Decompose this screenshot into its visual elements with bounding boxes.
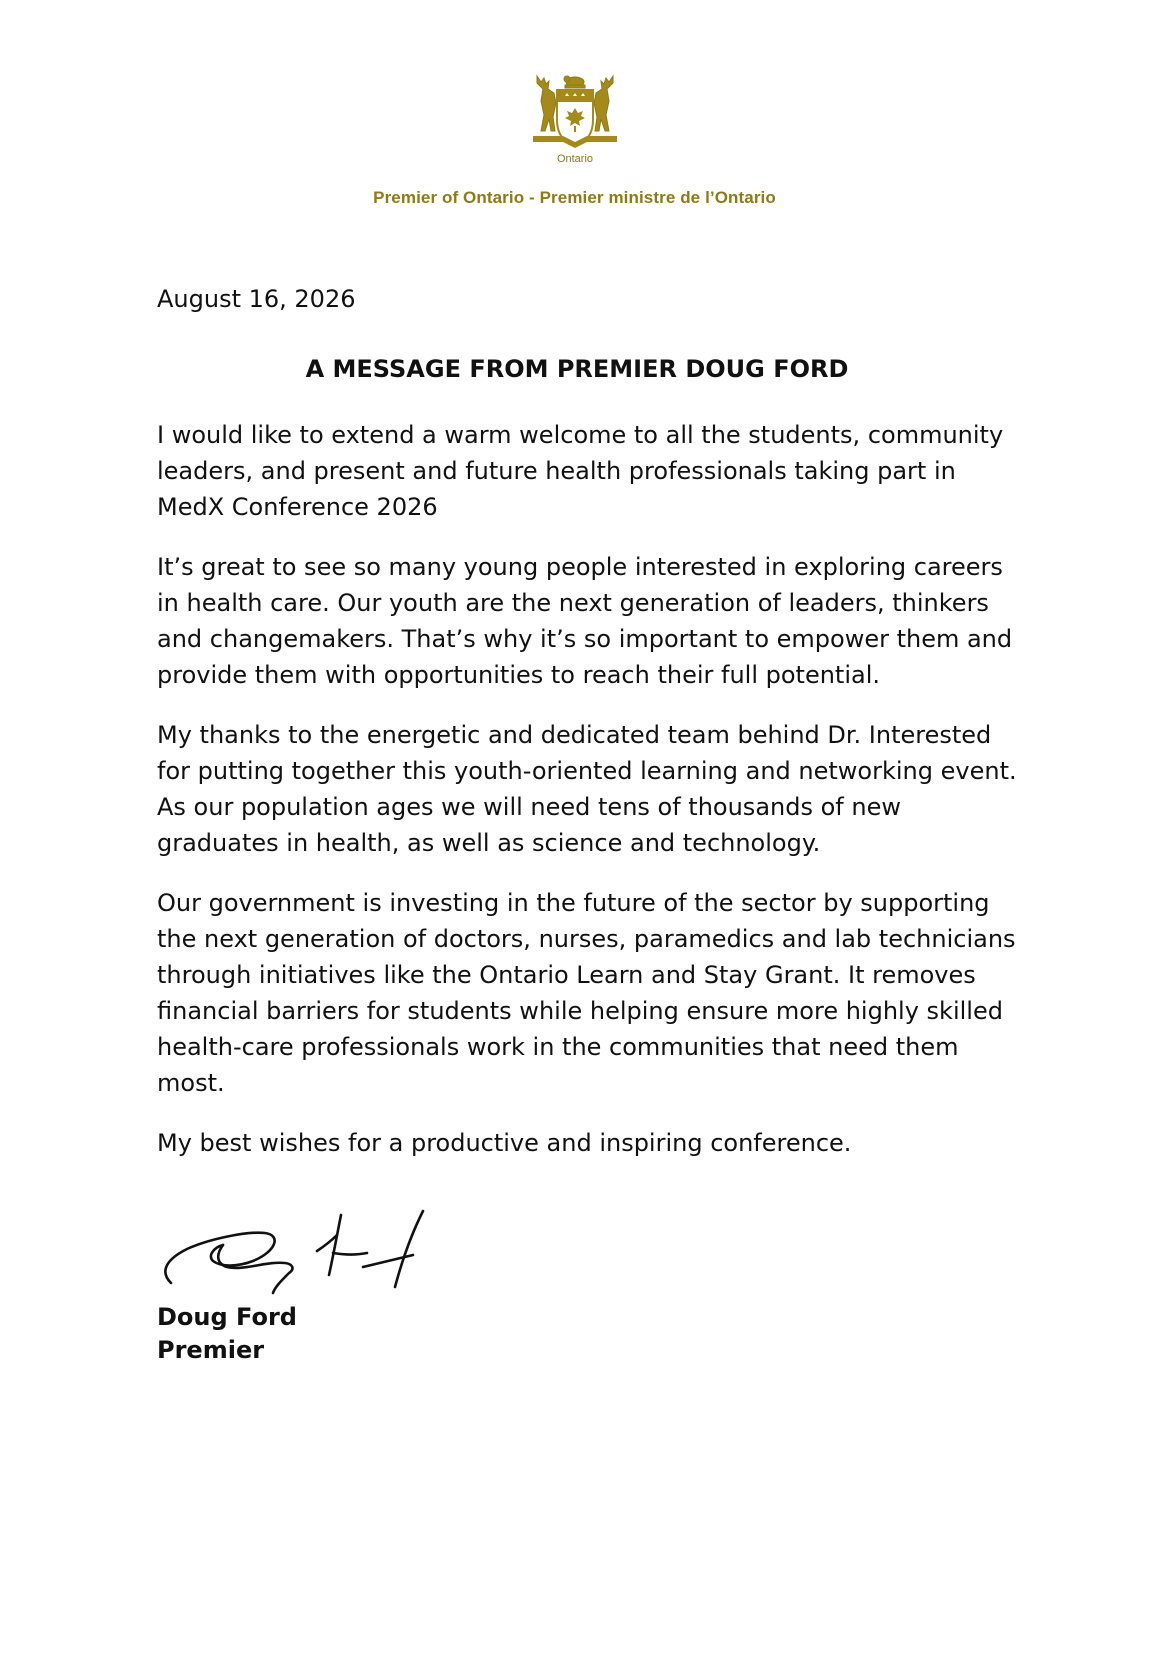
office-title: Premier of Ontario - Premier ministre de l’Ontario xyxy=(373,188,776,207)
signer-name: Doug Ford xyxy=(157,1303,297,1331)
letter-heading: A MESSAGE FROM PREMIER DOUG FORD xyxy=(305,355,849,383)
paragraph-youth: It’s great to see so many young people interested in exploring careers in health care. Our youth are the next generation of leaders, thinkers and changemakers. That’s why it’s so important to empower them and provide them with opportunities to reach their full potential. xyxy=(157,553,1013,689)
paragraph-government: Our government is investing in the future of the sector by supporting the next generation of doctors, nurses, paramedics and lab technicians through initiatives like the Ontario Learn and Stay Grant. It removes financial barriers for students while helping ensure more highly skilled health-care professionals work in the communities that need them most. xyxy=(157,889,1016,1097)
letter-body xyxy=(157,283,1017,1367)
signature-icon xyxy=(157,1201,457,1297)
paragraph-thanks: My thanks to the energetic and dedicated team behind Dr. Interested for putting together this youth-oriented learning and networking event. As our population ages we will need tens of thousands of new graduates in health, as well as science and technology. xyxy=(157,721,1017,857)
letter-date: August 16, 2026 xyxy=(157,285,356,313)
crest-label: Ontario xyxy=(556,153,593,165)
paragraph-wishes: My best wishes for a productive and inspiring conference. xyxy=(157,1129,852,1157)
signer-title: Premier xyxy=(157,1336,265,1364)
letterhead xyxy=(0,72,1149,208)
ontario-coat-of-arms-icon xyxy=(527,72,623,170)
paragraph-welcome: I would like to extend a warm welcome to all the students, community leaders, and present and future health professionals taking part in MedX Conference 2026 xyxy=(157,421,1004,521)
